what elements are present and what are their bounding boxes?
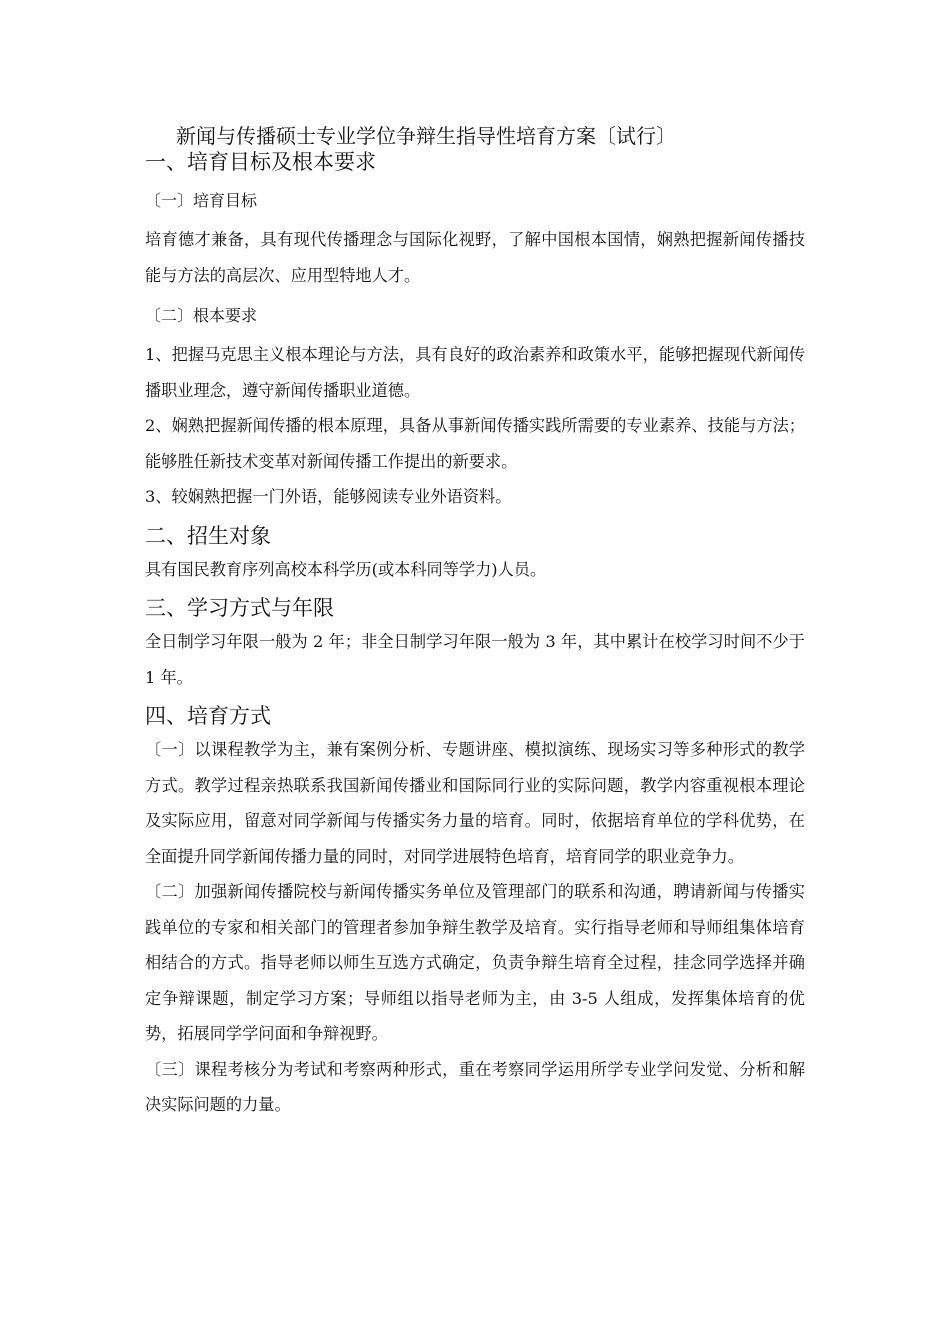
document-title: 新闻与传播硕士专业学位争辩生指导性培育方案〔试行〕	[176, 124, 676, 148]
paragraph-method-3: 〔三〕课程考核分为考试和考察两种形式，重在考察同学运用所学专业学问发觉、分析和解决实际问题的力量。	[145, 1059, 805, 1114]
paragraph-requirement-1: 1、把握马克思主义根本理论与方法，具有良好的政治素养和政策水平，能够把握现代新闻传播职业理念，遵守新闻传播职业道德。	[145, 345, 805, 400]
subheading-training-goal: 〔一〕培育目标	[145, 191, 258, 210]
paragraph-method-2: 〔二〕加强新闻传播院校与新闻传播实务单位及管理部门的联系和沟通，聘请新闻与传播实践单位的专家和相关部门的管理者参加争辩生教学及培育。实行指导老师和导师组集体培育相结合的方式。指导老师以师生互选方式确定，负责争辩生培育全过程，挂念同学选择并确定争辩课题，制定学习方案；导师组以指导老师为主，由 3-5 人组成，发挥集体培育的优势，拓展同学学问面和争辩视野。	[145, 882, 805, 1043]
document-body	[145, 146, 805, 1123]
paragraph-method-1: 〔一〕以课程教学为主，兼有案例分析、专题讲座、模拟演练、现场实习等多种形式的教学方式。教学过程亲热联系我国新闻传播业和国际同行业的实际问题，教学内容重视根本理论及实际应用，留意对同学新闻与传播实务力量的培育。同时，依据培育单位的学科优势，在全面提升同学新闻传播力量的同时，对同学进展特色培育，培育同学的职业竞争力。	[145, 740, 805, 866]
paragraph-study-duration: 全日制学习年限一般为 2 年；非全日制学习年限一般为 3 年，其中累计在校学习时间不少于 1 年。	[145, 632, 805, 687]
paragraph-training-goal: 培育德才兼备，具有现代传播理念与国际化视野，了解中国根本国情，娴熟把握新闻传播技能与方法的高层次、应用型特地人才。	[145, 230, 805, 285]
paragraph-requirement-3: 3、较娴熟把握一门外语，能够阅读专业外语资料。	[145, 487, 512, 506]
section-heading-3: 三、学习方式与年限	[145, 596, 334, 620]
section-heading-1: 一、培育目标及根本要求	[145, 150, 376, 174]
subheading-basic-requirements: 〔二〕根本要求	[145, 306, 258, 325]
section-heading-4: 四、培育方式	[145, 704, 271, 728]
paragraph-requirement-2: 2、娴熟把握新闻传播的根本原理，具备从事新闻传播实践所需要的专业素养、技能与方法；能够胜任新技术变革对新闻传播工作提出的新要求。	[145, 416, 805, 471]
section-heading-2: 二、招生对象	[145, 523, 271, 548]
paragraph-enrollment-target: 具有国民教育序列高校本科学历(或本科同等学力)人员。	[145, 559, 547, 579]
